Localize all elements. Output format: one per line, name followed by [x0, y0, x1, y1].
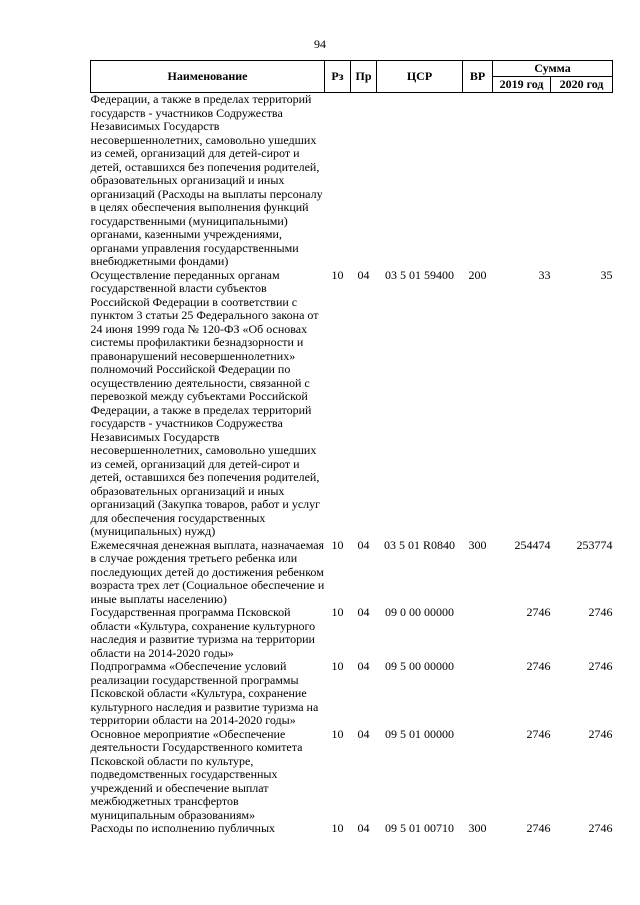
row-name: Основное мероприятие «Обеспечение деятельности Государственного комитета Псковской области по культуре, подведомственных государственных учреждений и обеспечение выплат межбюджетных трансфертов муниципальным образованиям» [90, 726, 303, 822]
table-body [91, 93, 613, 836]
table-row [91, 728, 613, 823]
row-name: Государственная программа Псковской области «Культура, сохранение культурного наследия и развитие туризма на территории области на 2014-2020 годы» [90, 605, 316, 660]
row-sum-2020: 2746 [588, 726, 613, 741]
header-year-2020: 2020 год [551, 77, 613, 93]
row-name: Ежемесячная денежная выплата, назначаемая в случае рождения третьего ребенка или последующих детей до достижения ребенком возраста трех лет (Социальное обеспечение и иные выплаты населению) [90, 537, 325, 606]
row-sum-2019: 2746 [526, 821, 551, 835]
table-row [91, 606, 613, 660]
row-pr: 04 [357, 267, 370, 282]
row-pr: 04 [357, 659, 370, 673]
row-vr: 300 [468, 537, 487, 552]
row-csr: 03 5 01 59400 [385, 267, 454, 282]
row-vr [463, 93, 493, 269]
row-rz: 10 [331, 267, 344, 282]
row-rz: 10 [331, 605, 344, 619]
row-sum-2020 [551, 93, 613, 269]
header-name: Наименование [91, 61, 325, 93]
row-csr: 09 0 00 00000 [385, 605, 454, 619]
row-pr: 04 [357, 537, 370, 552]
header-pr: Пр [351, 61, 377, 93]
row-csr: 09 5 01 00000 [385, 726, 454, 741]
budget-table [90, 60, 613, 836]
row-vr [463, 728, 493, 823]
row-name: Подпрограмма «Обеспечение условий реализации государственной программы Псковской области «Культура, сохранение культурного наследия и развитие туризма на территории области на 2014-2020 годы» [90, 659, 319, 727]
row-sum-2020: 35 [600, 267, 613, 282]
row-vr: 300 [468, 821, 487, 835]
row-rz [325, 93, 351, 269]
row-sum-2019: 2746 [526, 605, 551, 619]
row-name: Расходы по исполнению публичных [90, 821, 276, 835]
row-pr: 04 [357, 821, 370, 835]
table-row [91, 269, 613, 539]
row-vr: 200 [468, 267, 487, 282]
row-sum-2020: 253774 [576, 537, 613, 552]
row-sum-2019: 254474 [514, 537, 551, 552]
row-sum-2019: 2746 [526, 726, 551, 741]
table-row [91, 822, 613, 836]
row-rz: 10 [331, 659, 344, 673]
row-sum-2020: 2746 [588, 659, 613, 673]
row-name: Федерации, а также в пределах территорий государств - участников Содружества Независимых Государств несовершеннолетних, самовольно ушедших из семей, организаций для детей-сирот и детей, оставшихся без попечения родителей, образовательных организаций и иных организаций (Расходы на выплаты персоналу в целях обеспечения выполнения функций государственными (муниципальными) органами, казенными учреждениями, органами управления государственными внебюджетными фондами) [90, 92, 323, 268]
row-sum-2020: 2746 [588, 605, 613, 619]
row-name: Осуществление переданных органам государственной власти субъектов Российской Федерации в соответствии с пунктом 3 статьи 25 Федерального закона от 24 июня 1999 года № 120-ФЗ «Об основах системы профилактики безнадзорности и правонарушений несовершеннолетних» полномочий Российской Федерации по осуществлению деятельности, связанной с перевозкой между субъектами Российской Федерации, а также в пределах территорий государств - участников Содружества Независимых Государств несовершеннолетних, самовольно ушедших из семей, организаций для детей-сирот и детей, оставшихся без попечения родителей, образовательных организаций и иных организаций (Закупка товаров, работ и услуг для обеспечения государственных (муниципальных) нужд) [90, 267, 321, 538]
table-row [91, 539, 613, 607]
header-vr: ВР [463, 61, 493, 93]
page-number: 94 [314, 37, 326, 51]
row-csr [377, 93, 463, 269]
row-rz: 10 [331, 821, 344, 835]
row-rz: 10 [331, 726, 344, 741]
row-sum-2019 [493, 93, 551, 269]
header-sum: Сумма [493, 61, 613, 77]
row-pr: 04 [357, 605, 370, 619]
row-vr [463, 660, 493, 728]
header-csr: ЦСР [377, 61, 463, 93]
row-pr [351, 93, 377, 269]
row-pr: 04 [357, 726, 370, 741]
row-sum-2019: 2746 [526, 659, 551, 673]
row-csr: 09 5 01 00710 [385, 821, 454, 835]
header-year-2019: 2019 год [493, 77, 551, 93]
row-vr [463, 606, 493, 660]
row-csr: 03 5 01 R0840 [383, 537, 455, 552]
table-row [91, 660, 613, 728]
row-rz: 10 [331, 537, 344, 552]
header-rz: Рз [325, 61, 351, 93]
row-sum-2020: 2746 [588, 821, 613, 835]
row-csr: 09 5 00 00000 [385, 659, 454, 673]
table-row [91, 93, 613, 269]
row-sum-2019: 33 [538, 267, 551, 282]
